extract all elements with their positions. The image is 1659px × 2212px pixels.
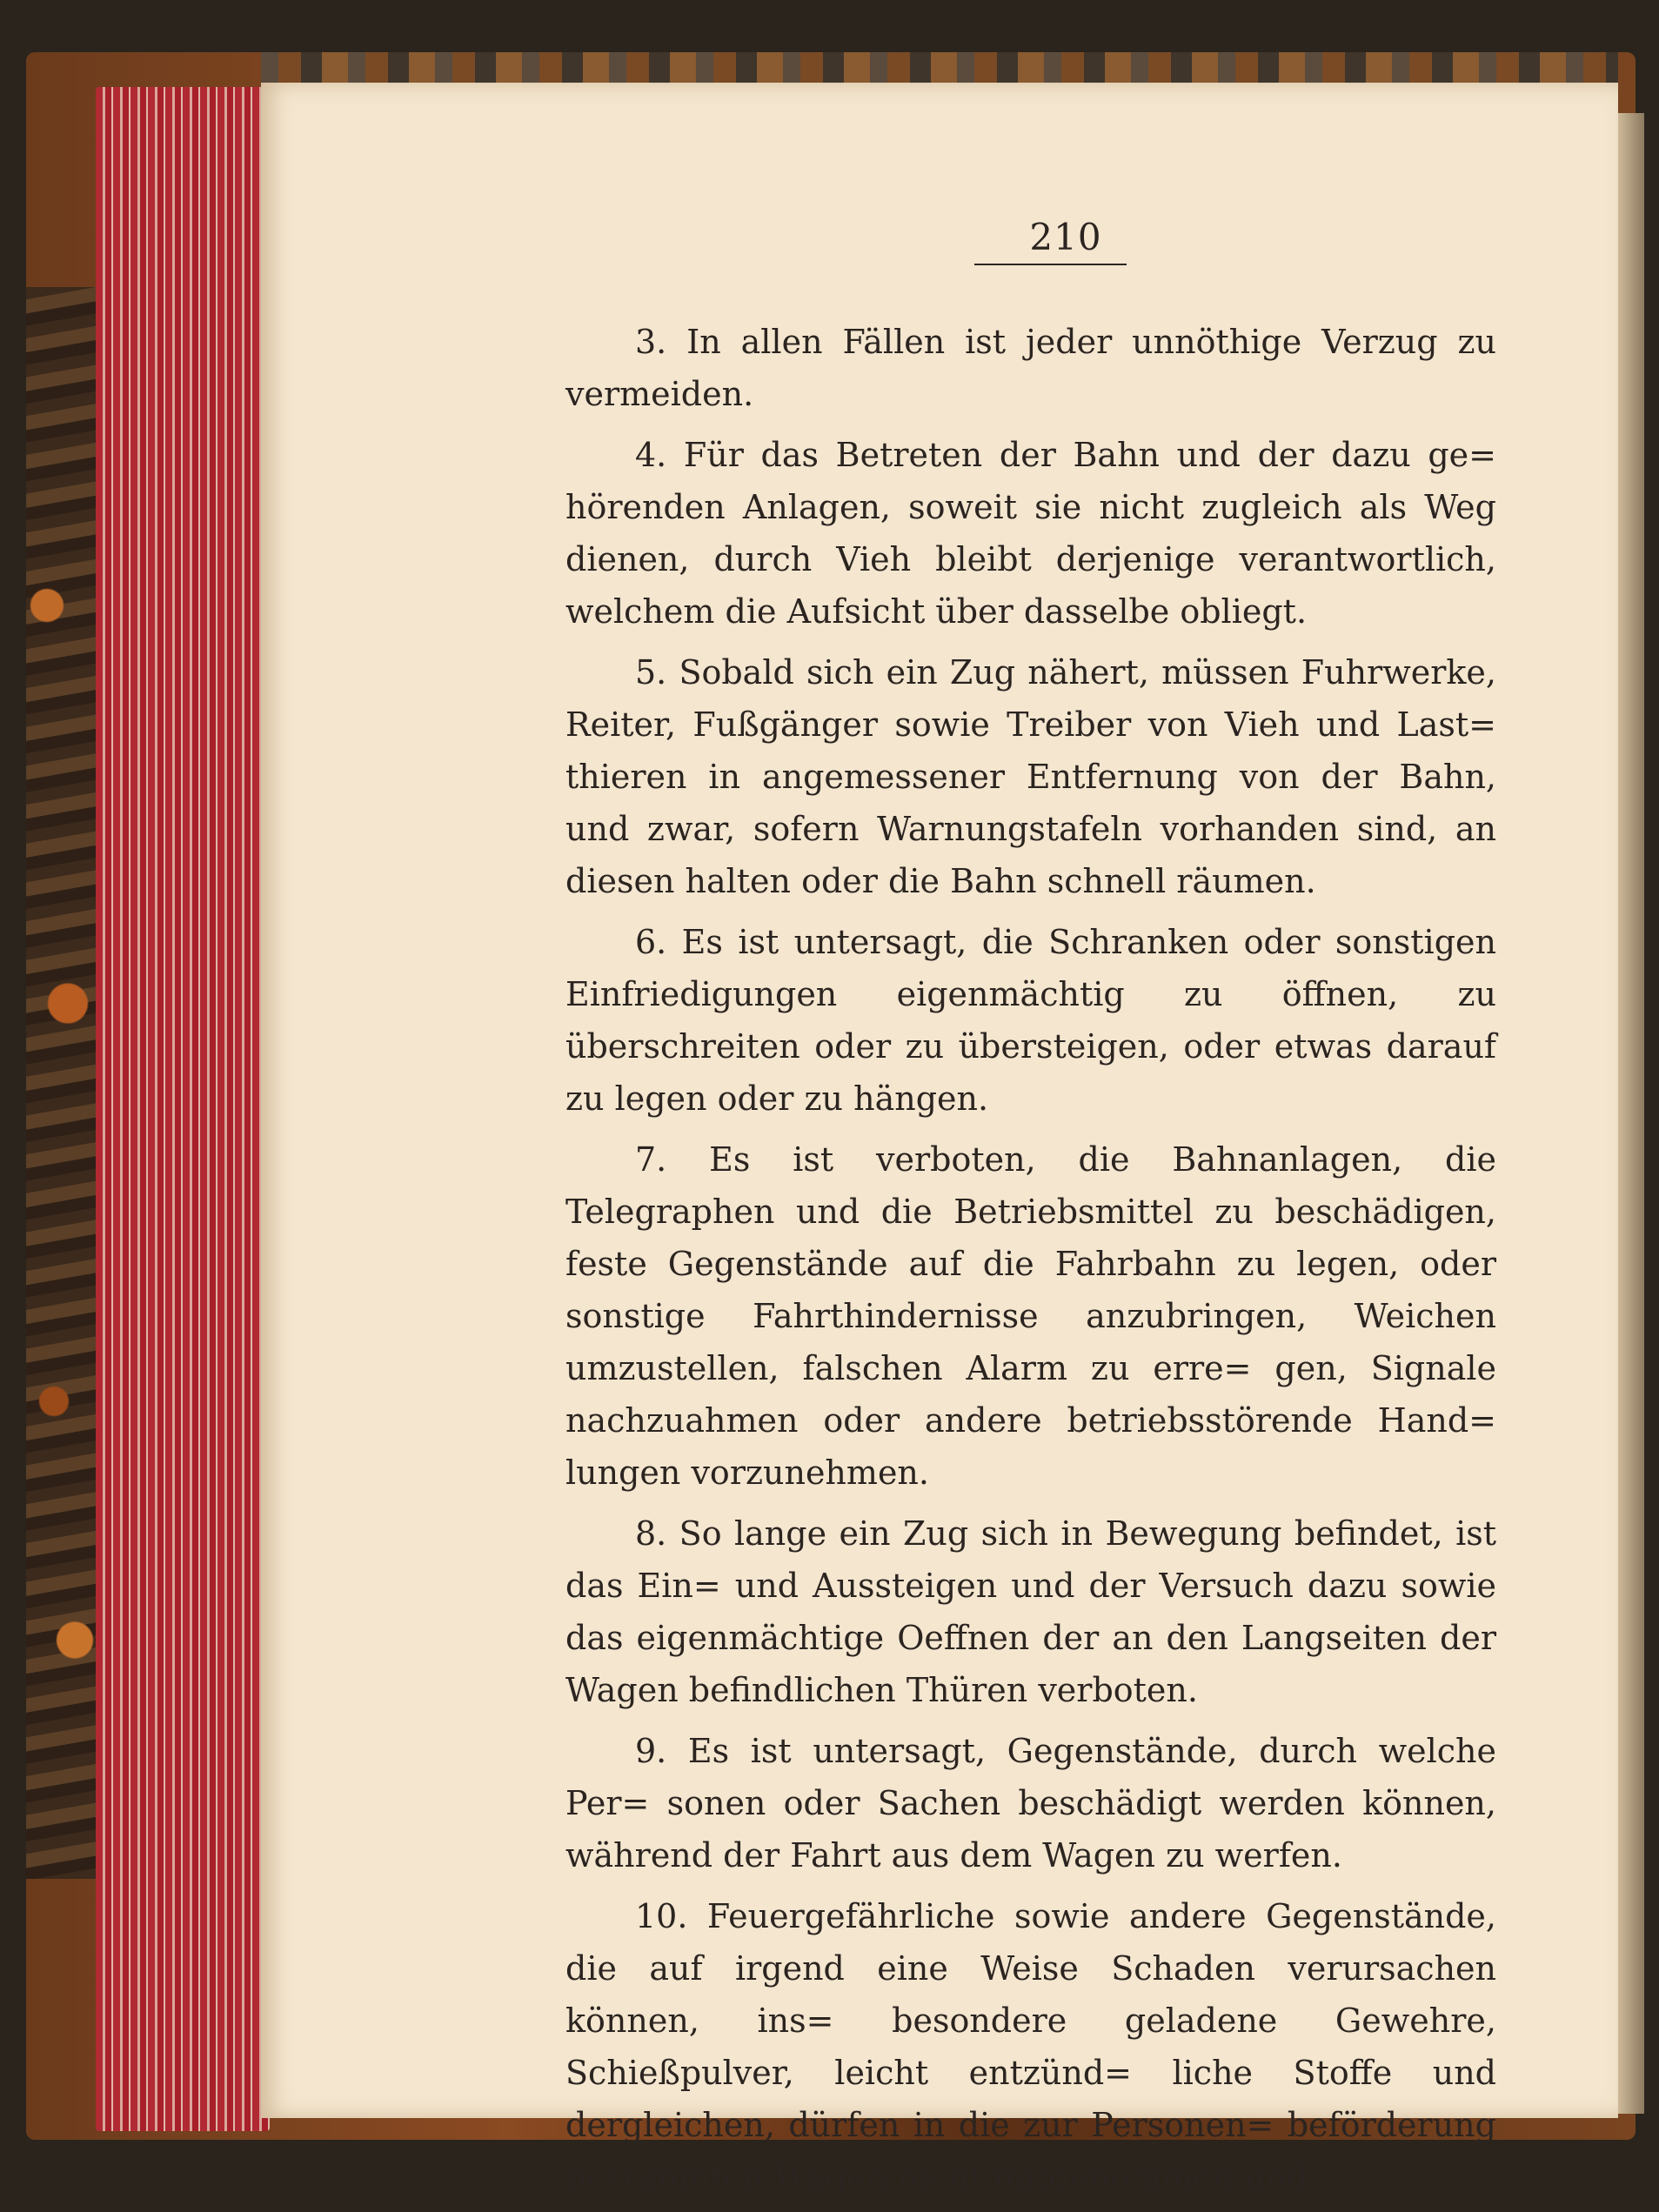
paragraph-7: 7. Es ist verboten, die Bahnanlagen, die Telegraphen und die Betriebsmittel zu beschädigen, feste Gegenstände auf die Fahrbahn zu legen, oder sonstige Fahrthindernisse anzubringen, Weichen umzustellen, falschen Alarm zu erre= gen, Signale nachzuahmen oder andere betriebsstörende Hand= lungen vorzunehmen. [565, 1140, 1496, 1492]
paragraph-10: 10. Feuergefährliche sowie andere Gegenstände, die auf irgend eine Weise Schaden verursachen können, ins= besondere geladene Gewehre, Schießpulver, leicht entzünd= liche Stoffe und dergleichen, dürfen in die zur Personen= beförderung bestimmten Wagen nicht mitgenommen und [565, 1897, 1496, 2196]
paragraph-6: 6. Es ist untersagt, die Schranken oder sonstigen Einfriedigungen eigenmächtig zu öffnen, zu überschreiten oder zu übersteigen, oder etwas darauf zu legen oder zu hängen. [565, 923, 1496, 1118]
page-number-rule [974, 264, 1127, 265]
paragraph-5: 5. Sobald sich ein Zug nähert, müssen Fuhrwerke, Reiter, Fußgänger sowie Treiber von Vieh und Last= thieren in angemessener Entfernung von der Bahn, und zwar, sofern Warnungstafeln vorhanden sind, an diesen halten oder die Bahn schnell räumen. [565, 653, 1496, 900]
page-edges [96, 87, 270, 2131]
paragraph-3: 3. In allen Fällen ist jeder unnöthige Verzug zu vermeiden. [565, 323, 1496, 413]
page-text [565, 316, 1496, 2212]
marbled-edge-left [26, 287, 96, 1879]
page-number: 210 [1029, 216, 1102, 258]
next-page-shadow [1614, 113, 1644, 2114]
paragraph-9: 9. Es ist untersagt, Gegenstände, durch welche Per= sonen oder Sachen beschädigt werden können, während der Fahrt aus dem Wagen zu werfen. [565, 1732, 1496, 1875]
paragraph-8: 8. So lange ein Zug sich in Bewegung befindet, ist das Ein= und Aussteigen und der Versuch dazu sowie das eigenmächtige Oeffnen der an den Langseiten der Wagen befindlichen Thüren verboten. [565, 1514, 1496, 1709]
paragraph-4: 4. Für das Betreten der Bahn und der dazu ge= hörenden Anlagen, soweit sie nicht zugleich als Weg dienen, durch Vieh bleibt derjenige verantwortlich, welchem die Aufsicht über dasselbe obliegt. [565, 436, 1496, 631]
